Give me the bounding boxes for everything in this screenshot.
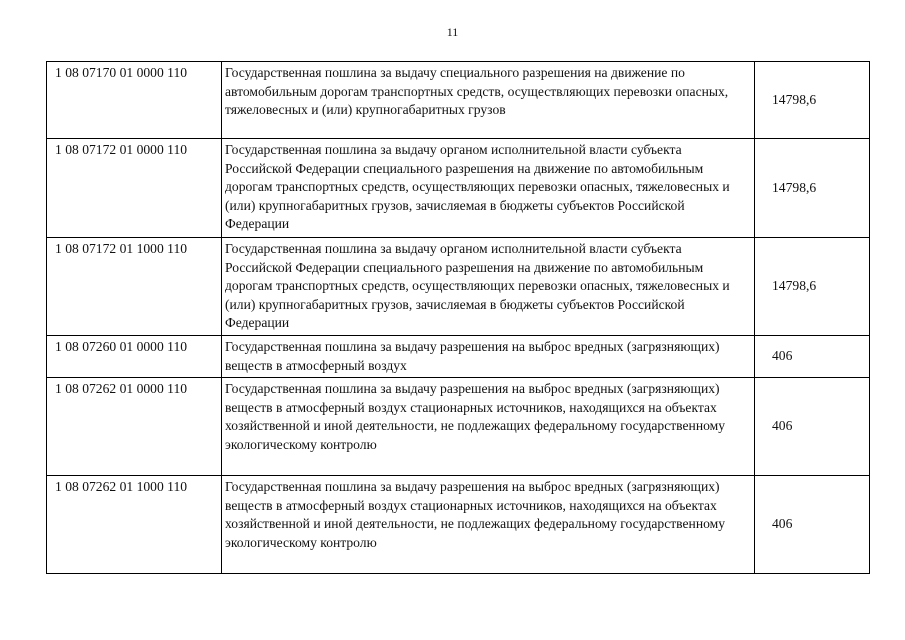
budget-code-cell: 1 08 07172 01 0000 110	[47, 139, 222, 238]
table-row	[47, 378, 870, 476]
revenue-table	[46, 61, 870, 574]
page-number: 11	[446, 25, 459, 39]
amount-cell: 406	[755, 378, 870, 476]
table-row	[47, 62, 870, 139]
amount-cell: 14798,6	[755, 62, 870, 139]
budget-code-cell: 1 08 07170 01 0000 110	[47, 62, 222, 139]
description-cell: Государственная пошлина за выдачу разрешения на выброс вредных (загрязняющих) веществ в атмосферный воздух стационарных источников, находящихся на объектах хозяйственной и иной деятельности, не подлежащих федеральному государственному экологическому контролю	[222, 378, 755, 476]
description-cell: Государственная пошлина за выдачу специального разрешения на движение по автомобильным дорогам транспортных средств, осуществляющих перевозки опасных, тяжеловесных и (или) крупногабаритных грузов	[222, 62, 755, 139]
budget-code-cell: 1 08 07262 01 0000 110	[47, 378, 222, 476]
description-cell: Государственная пошлина за выдачу органом исполнительной власти субъекта Российской Федерации специального разрешения на движение по автомобильным дорогам транспортных средств, осуществляющих перевозки опасных, тяжеловесных и (или) крупногабаритных грузов, зачисляемая в бюджеты субъектов Российской Федерации	[222, 238, 755, 336]
amount-cell: 406	[755, 476, 870, 574]
amount-cell: 14798,6	[755, 139, 870, 238]
table-row	[47, 139, 870, 238]
table-row	[47, 238, 870, 336]
budget-code-cell: 1 08 07260 01 0000 110	[47, 336, 222, 378]
budget-code-cell: 1 08 07262 01 1000 110	[47, 476, 222, 574]
description-cell: Государственная пошлина за выдачу органом исполнительной власти субъекта Российской Федерации специального разрешения на движение по автомобильным дорогам транспортных средств, осуществляющих перевозки опасных, тяжеловесных и (или) крупногабаритных грузов, зачисляемая в бюджеты субъектов Российской Федерации	[222, 139, 755, 238]
amount-cell: 14798,6	[755, 238, 870, 336]
table-row	[47, 336, 870, 378]
amount-cell: 406	[755, 336, 870, 378]
description-cell: Государственная пошлина за выдачу разрешения на выброс вредных (загрязняющих) веществ в атмосферный воздух	[222, 336, 755, 378]
table-row	[47, 476, 870, 574]
description-cell: Государственная пошлина за выдачу разрешения на выброс вредных (загрязняющих) веществ в атмосферный воздух стационарных источников, находящихся на объектах хозяйственной и иной деятельности, не подлежащих федеральному государственному экологическому контролю	[222, 476, 755, 574]
budget-code-cell: 1 08 07172 01 1000 110	[47, 238, 222, 336]
